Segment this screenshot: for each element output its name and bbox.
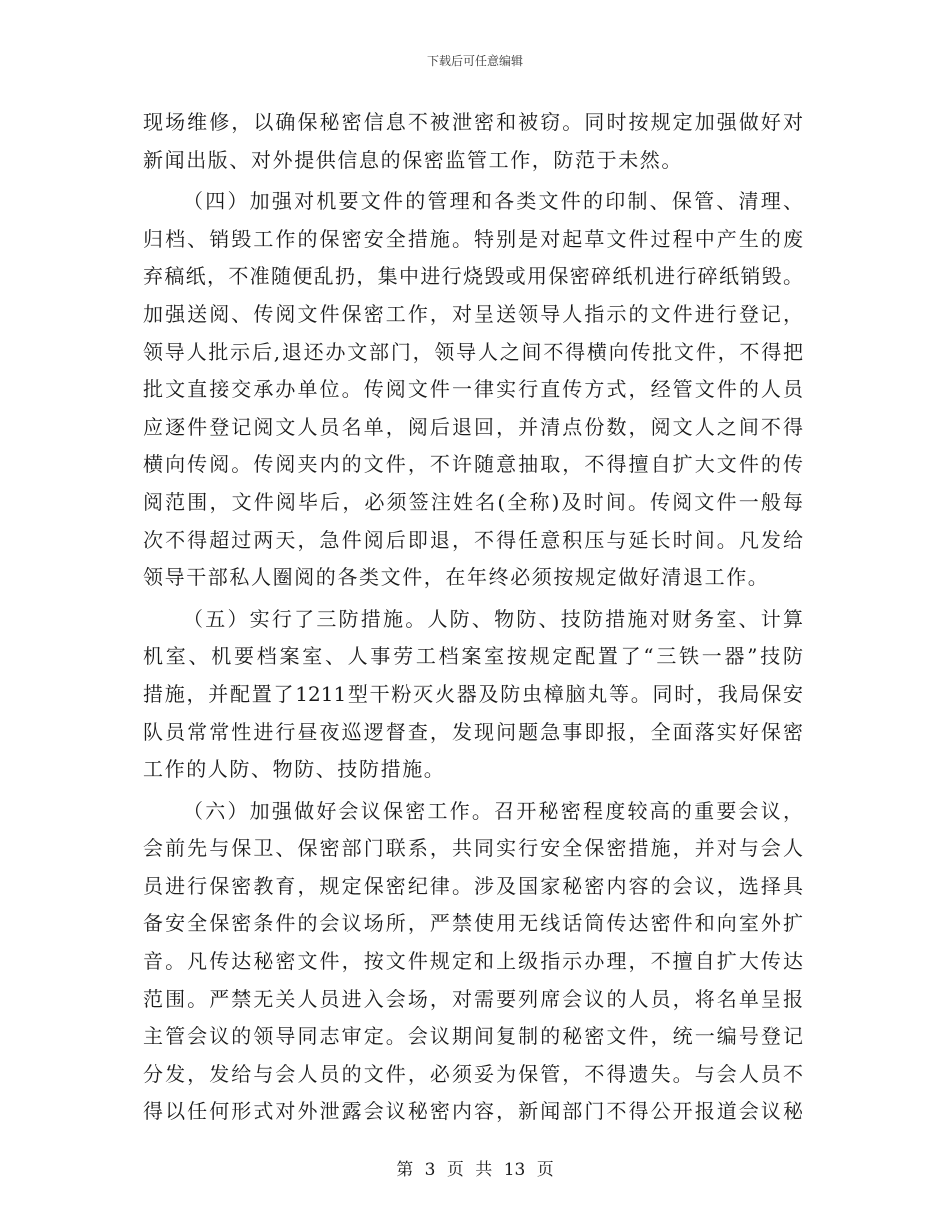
text-line: 次不得超过两天，急件阅后即退，不得任意积压与延长时间。凡发给	[143, 527, 803, 552]
text-line: 备安全保密条件的会议场所，严禁使用无线话筒传达密件和向室外扩	[143, 911, 803, 936]
text-line: 措施，并配置了1211型干粉灭火器及防虫樟脑丸等。同时，我局保安	[143, 681, 803, 706]
page-header: 下载后可任意编辑	[426, 54, 523, 68]
paragraph-heading-6: （六）加强做好会议保密工作。召开秘密程度较高的重要会议，	[183, 798, 803, 823]
text-line: 工作的人防、物防、技防措施。	[143, 757, 446, 782]
text-line: 应逐件登记阅文人员名单，阅后退回，并清点份数，阅文人之间不得	[143, 414, 803, 439]
document-body	[143, 104, 803, 1131]
text-line: 得以任何形式对外泄露会议秘密内容，新闻部门不得公开报道会议秘	[143, 1099, 803, 1124]
text-line: 批文直接交承办单位。传阅文件一律实行直传方式，经管文件的人员	[143, 377, 803, 402]
text-line: 机室、机要档案室、人事劳工档案室按规定配置了“三铁一器”技防	[143, 644, 803, 669]
text-line: 员进行保密教育，规定保密纪律。涉及国家秘密内容的会议，选择具	[143, 873, 803, 898]
text-line: 现场维修，以确保秘密信息不被泄密和被窃。同时按规定加强做好对	[143, 110, 803, 134]
paragraph-heading-5: （五）实行了三防措施。人防、物防、技防措施对财务室、计算	[183, 606, 803, 631]
text-line: 归档、销毁工作的保密安全措施。特别是对起草文件过程中产生的废	[143, 226, 803, 251]
text-line: 弃稿纸，不准随便乱扔，集中进行烧毁或用保密碎纸机进行碎纸销毁。	[143, 264, 803, 289]
text-line: 领导人批示后,退还办文部门，领导人之间不得横向传批文件，不得把	[143, 339, 803, 364]
page-footer: 第 3 页 共 13 页	[396, 1160, 554, 1180]
text-line: 加强送阅、传阅文件保密工作，对呈送领导人指示的文件进行登记，	[143, 301, 803, 326]
text-line: 会前先与保卫、保密部门联系，共同实行安全保密措施，并对与会人	[143, 836, 803, 861]
text-line: 音。凡传达秘密文件，按文件规定和上级指示办理，不擅自扩大传达	[143, 949, 803, 974]
text-line: 主管会议的领导同志审定。会议期间复制的秘密文件，统一编号登记	[143, 1024, 803, 1049]
text-line: 范围。严禁无关人员进入会场，对需要列席会议的人员，将名单呈报	[143, 986, 803, 1011]
text-line: 横向传阅。传阅夹内的文件，不许随意抽取，不得擅自扩大文件的传	[143, 452, 803, 477]
paragraph-heading-4: （四）加强对机要文件的管理和各类文件的印制、保管、清理、	[183, 189, 803, 214]
text-line: 新闻出版、对外提供信息的保密监管工作，防范于未然。	[143, 147, 683, 172]
text-line: 队员常常性进行昼夜巡逻督查，发现问题急事即报，全面落实好保密	[143, 719, 803, 744]
text-line: 领导干部私人圈阅的各类文件，在年终必须按规定做好清退工作。	[143, 565, 770, 590]
text-line: 阅范围，文件阅毕后，必须签注姓名(全称)及时间。传阅文件一般每	[143, 489, 803, 514]
text-line: 分发，发给与会人员的文件，必须妥为保管，不得遗失。与会人员不	[143, 1061, 803, 1086]
